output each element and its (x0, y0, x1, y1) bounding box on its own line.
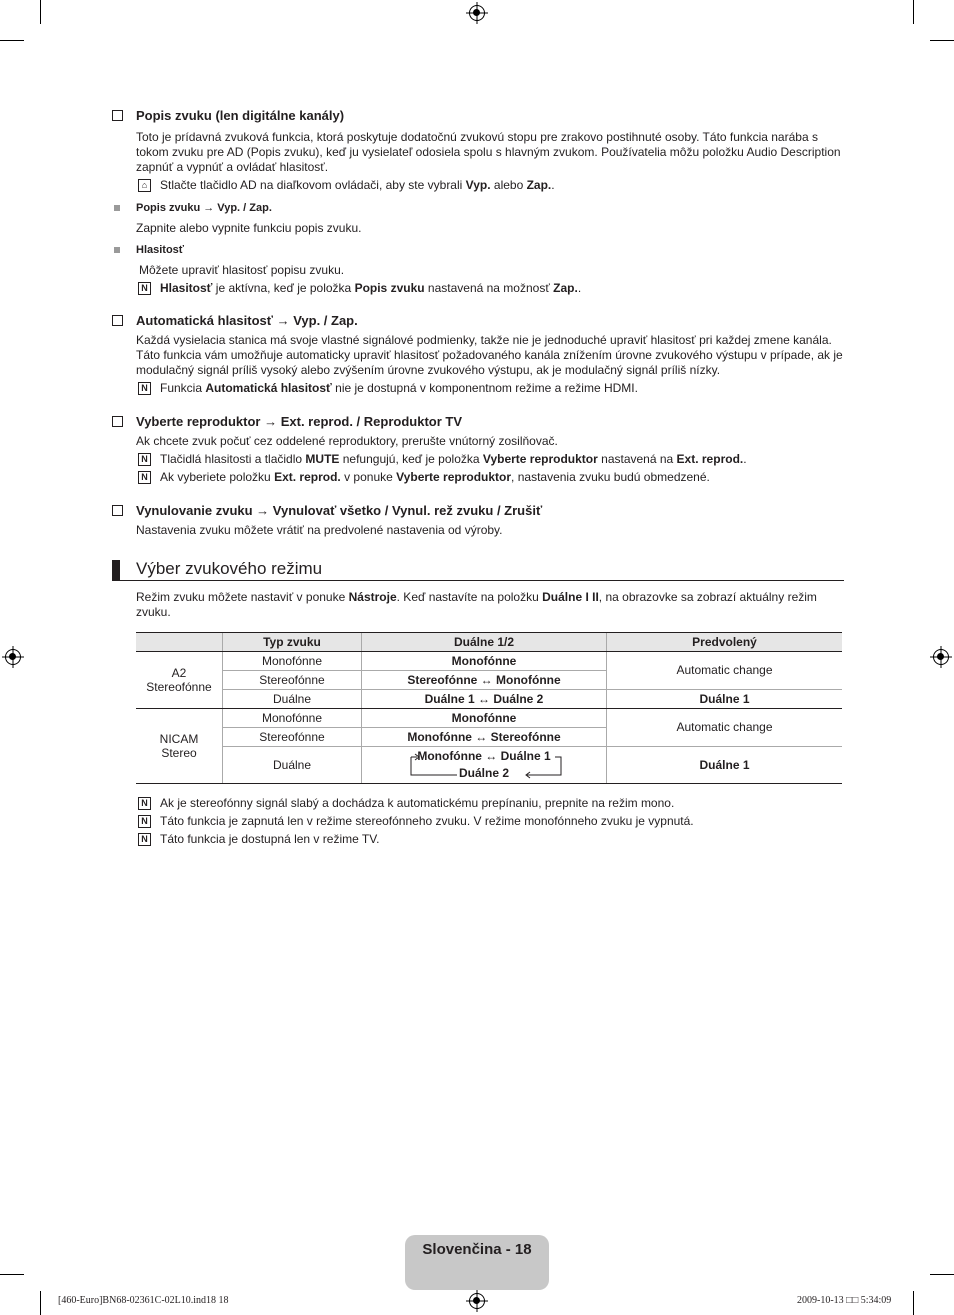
table-header (136, 633, 223, 652)
table-cell: Monofónne ↔ Stereofónne (362, 728, 607, 747)
sub-item-title: Hlasitosť (112, 243, 844, 258)
section-title-auto-volume: Automatická hlasitosť → Vyp. / Zap. (112, 313, 844, 328)
registration-mark-icon (469, 1293, 485, 1309)
table-row (136, 747, 842, 784)
crop-mark (930, 1274, 954, 1275)
table-header-row (136, 633, 842, 652)
table-cell: Monofónne (223, 652, 362, 671)
note-icon: N (138, 833, 151, 846)
registration-mark-icon (5, 649, 21, 665)
group-label-a2: A2 Stereofónne (136, 652, 223, 709)
note: N Táto funkcia je dostupná len v režime TV. (112, 832, 844, 847)
crop-mark (913, 0, 914, 24)
table-row (136, 690, 842, 709)
table-row (136, 709, 842, 728)
table-header: Predvolený (607, 633, 843, 652)
table-cell: Duálne (223, 690, 362, 709)
note-icon: N (138, 382, 151, 395)
section-title-sound-reset: Vynulovanie zvuku → Vynulovať všetko / Vynul. rež zvuku / Zrušiť (112, 503, 844, 518)
paragraph: Ak chcete zvuk počuť cez oddelené reproduktory, prerušte vnútorný zosilňovač. (136, 434, 558, 448)
section-title-speaker-select: Vyberte reproduktor → Ext. reprod. / Reproduktor TV (112, 414, 844, 429)
note-icon: N (138, 453, 151, 466)
paragraph: Nastavenia zvuku môžete vrátiť na predvolené nastavenia od výroby. (136, 523, 503, 537)
print-slug-left: [460-Euro]BN68-02361C-02L10.ind18 18 (58, 1295, 229, 1306)
crop-mark (0, 40, 24, 41)
note-icon: N (138, 471, 151, 484)
crop-mark (40, 1291, 41, 1315)
table-cell-cycle: Monofónne ↔ Duálne 1 Duálne 2 (362, 747, 607, 784)
table-cell: Automatic change (607, 709, 843, 747)
checkbox-icon (112, 505, 123, 516)
table-cell: Duálne 1 (607, 747, 843, 784)
heading-text: Výber zvukového režimu (136, 559, 323, 578)
note: N Hlasitosť je aktívna, keď je položka Popis zvuku nastavená na možnosť Zap.. (112, 281, 844, 296)
sound-mode-table (136, 632, 842, 784)
crop-mark (0, 1274, 24, 1275)
note: N Ak vyberiete položku Ext. reprod. v ponuke Vyberte reproduktor, nastavenia zvuku budú obmedzené. (112, 470, 844, 485)
checkbox-icon (112, 416, 123, 427)
paragraph: Režim zvuku môžete nastaviť v ponuke Nástroje. Keď nastavíte na položku Duálne I II, na obrazovke sa zobrazí aktuálny režim zvuku. (136, 590, 817, 619)
paragraph: Toto je prídavná zvuková funkcia, ktorá poskytuje dodatočnú zvukovú stopu pre zrakovo postihnuté osoby. Táto funkcia narába s tokom zvuku pre AD (Popis zvuku), keď ju vysielateľ odosiela spolu s hlavným zvukom. Používatelia môžu položku Audio Description zapnúť a vypnúť a ovládať hlasitosť. (136, 130, 841, 174)
note: N Táto funkcia je zapnutá len v režime stereofónneho zvuku. V režime monofónneho zvuku je vypnutá. (112, 814, 844, 829)
table-cell: Stereofónne (223, 728, 362, 747)
bullet-square-icon (114, 247, 120, 253)
note: N Tlačidlá hlasitosti a tlačidlo MUTE nefungujú, keď je položka Vyberte reproduktor nastavená na Ext. reprod.. (112, 452, 844, 467)
print-slug-right: 2009-10-13 □□ 5:34:09 (797, 1295, 892, 1306)
bullet-square-icon (114, 205, 120, 211)
table-row (136, 652, 842, 671)
table-header: Duálne 1/2 (362, 633, 607, 652)
paragraph: Môžete upraviť hlasitosť popisu zvuku. (139, 263, 345, 277)
registration-mark-icon (933, 649, 949, 665)
section-title-audio-description: Popis zvuku (len digitálne kanály) (112, 108, 844, 123)
table-cell: Duálne 1 (607, 690, 843, 709)
section-heading-sound-mode (112, 558, 844, 581)
table-cell: Monofónne (362, 709, 607, 728)
paragraph: Zapnite alebo vypnite funkciu popis zvuku. (136, 221, 362, 235)
note-icon: N (138, 282, 151, 295)
heading-bar (112, 560, 120, 580)
table-cell: Duálne (223, 747, 362, 784)
paragraph: Každá vysielacia stanica má svoje vlastné signálové podmienky, takže nie je jednoduché upraviť hlasitosť pri každej zmene kanála. Táto funkcia vám umožňuje automaticky upraviť hlasitosť požadovaného kanála znížením úrovne zvukového výstupu v prípade, ak je modulačný signál príliš vysoký alebo zvýšením úrovne zvukového výstupu, ak je modulačný signál príliš nízky. (136, 333, 843, 377)
table-cell: Duálne 1 ↔ Duálne 2 (362, 690, 607, 709)
page-number-tab: Slovenčina - 18 (405, 1235, 549, 1290)
table-cell: Stereofónne ↔ Monofónne (362, 671, 607, 690)
note: ⌂ Stlačte tlačidlo AD na diaľkovom ovládači, aby ste vybrali Vyp. alebo Zap.. (112, 178, 844, 193)
remote-icon: ⌂ (138, 179, 151, 192)
note: N Funkcia Automatická hlasitosť nie je dostupná v komponentnom režime a režime HDMI. (112, 381, 844, 396)
registration-mark-icon (469, 5, 485, 21)
crop-mark (40, 0, 41, 24)
crop-mark (930, 40, 954, 41)
crop-mark (913, 1291, 914, 1315)
note: N Ak je stereofónny signál slabý a dochádza k automatickému prepínaniu, prepnite na režim mono. (112, 796, 844, 811)
table-cell: Stereofónne (223, 671, 362, 690)
sub-item-title: Popis zvuku → Vyp. / Zap. (112, 201, 844, 216)
note-icon: N (138, 815, 151, 828)
table-header: Typ zvuku (223, 633, 362, 652)
group-label-nicam: NICAM Stereo (136, 709, 223, 784)
table-cell: Monofónne (362, 652, 607, 671)
page-content (112, 108, 844, 847)
checkbox-icon (112, 315, 123, 326)
note-icon: N (138, 797, 151, 810)
table-cell: Monofónne (223, 709, 362, 728)
checkbox-icon (112, 110, 123, 121)
cycle-arrow-icon (409, 751, 569, 781)
table-cell: Automatic change (607, 652, 843, 690)
